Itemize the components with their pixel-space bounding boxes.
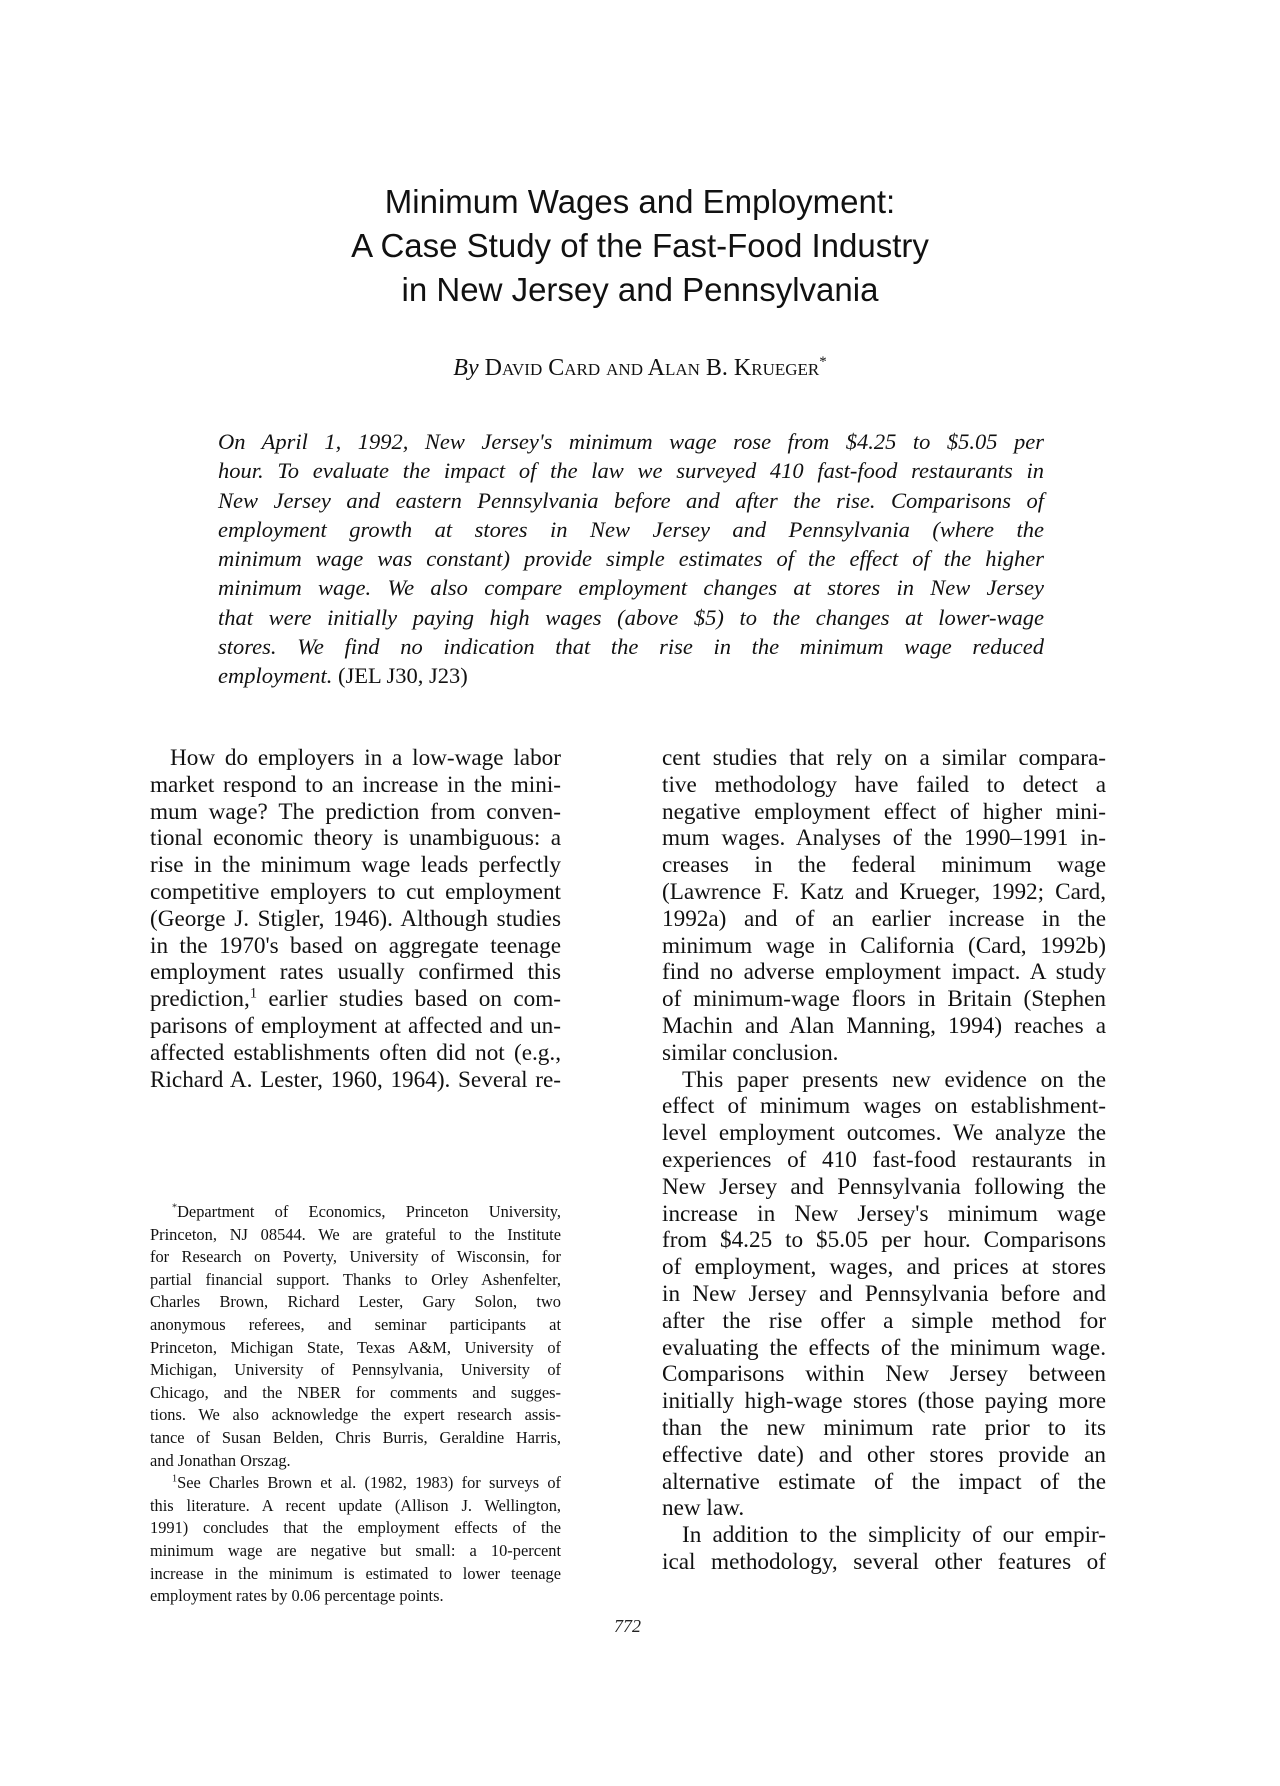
abstract-line: New Jersey and eastern Pennsylvania before and after the rise. Comparisons of: [218, 487, 1044, 513]
footnote-star-line: [150, 1201, 561, 1224]
body-line: ical methodology, several other features of: [662, 1548, 1106, 1575]
page-number: 772: [614, 1616, 641, 1636]
body-line: New Jersey and Pennsylvania following the: [662, 1173, 1106, 1200]
body-line: Richard A. Lester, 1960, 1964). Several re-: [150, 1066, 561, 1093]
footnote-line: minimum wage are negative but small: a 10-percent: [150, 1540, 561, 1560]
body-line: initially high-wage stores (those paying more: [662, 1388, 1106, 1415]
body-line: employment rates usually confirmed this: [150, 959, 561, 986]
body-line: negative employment effect of higher mini-: [662, 798, 1106, 825]
footnote-line: Michigan, University of Pennsylvania, University of: [150, 1360, 561, 1380]
abstract-last-line: [218, 661, 1044, 690]
abstract-line: stores. We find no indication that the rise in the minimum wage reduced: [218, 634, 1044, 660]
body-line: mum wages. Analyses of the 1990–1991 in-: [662, 825, 1106, 852]
abstract-line-text: employment.: [218, 663, 333, 689]
title-line: A Case Study of the Fast-Food Industry: [351, 227, 929, 264]
body-line: This paper presents new evidence on the: [682, 1066, 1106, 1093]
body-line: evaluating the effects of the minimum wage.: [662, 1334, 1106, 1361]
body-line: rise in the minimum wage leads perfectly: [150, 852, 561, 879]
footnote-line: tance of Susan Belden, Chris Burris, Geraldine Harris,: [150, 1427, 561, 1447]
body-line: new law.: [662, 1495, 745, 1522]
footnote-line: Princeton, Michigan State, Texas A&M, University of: [150, 1337, 561, 1357]
abstract-line: that were initially paying high wages (above $5) to the changes at lower-wage: [218, 604, 1044, 630]
title-line: Minimum Wages and Employment:: [384, 183, 896, 220]
footnote-line: Chicago, and the NBER for comments and sugges-: [150, 1382, 561, 1402]
body-line: creases in the federal minimum wage: [662, 852, 1106, 879]
author-byline: [0, 355, 1280, 382]
footnote-one-line: [150, 1472, 561, 1495]
footnote-line: increase in the minimum is estimated to lower teenage: [150, 1563, 561, 1583]
footnote-line: Charles Brown, Richard Lester, Gary Solon, two: [150, 1292, 561, 1312]
body-line: (George J. Stigler, 1946). Although studies: [150, 905, 561, 932]
body-line: than the new minimum rate prior to its: [662, 1414, 1106, 1441]
body-line: experiences of 410 fast-food restaurants in: [662, 1146, 1106, 1173]
byline-prefix: By: [453, 355, 479, 381]
body-line: tive methodology have failed to detect a: [662, 771, 1106, 798]
body-line: alternative estimate of the impact of the: [662, 1468, 1106, 1495]
footnote-line: employment rates by 0.06 percentage points.: [150, 1586, 444, 1606]
body-line: 1992a) and of an earlier increase in the: [662, 905, 1106, 932]
body-column-left: [150, 745, 561, 1093]
footnote-one-marker: 1: [172, 1473, 178, 1485]
abstract-line: employment growth at stores in New Jersey and Pennsylvania (where the: [218, 516, 1044, 542]
abstract-line: minimum wage. We also compare employment changes at stores in New Jersey: [218, 575, 1044, 601]
body-column-right: [662, 745, 1106, 1576]
footnotes: [150, 1201, 561, 1608]
body-line: effective date) and other stores provide an: [662, 1441, 1106, 1468]
footnote-line: Princeton, NJ 08544. We are grateful to the Institute: [150, 1224, 561, 1244]
body-line: effect of minimum wages on establishment-: [662, 1093, 1106, 1120]
abstract-line: hour. To evaluate the impact of the law we surveyed 410 fast-food restaurants in: [218, 458, 1044, 484]
body-line: tional economic theory is unambiguous: a: [150, 825, 561, 852]
body-line: of employment, wages, and prices at stores: [662, 1254, 1106, 1281]
footnote-ref-1[interactable]: 1: [249, 985, 257, 1002]
body-line: increase in New Jersey's minimum wage: [662, 1200, 1106, 1227]
paper-title: [0, 180, 1280, 312]
body-line: (Lawrence F. Katz and Krueger, 1992; Card,: [662, 878, 1106, 905]
body-line: in New Jersey and Pennsylvania before and: [662, 1280, 1106, 1307]
body-line: similar conclusion.: [662, 1039, 839, 1066]
body-line: In addition to the simplicity of our empir-: [682, 1522, 1106, 1549]
jel-codes: (JEL J30, J23): [337, 663, 468, 689]
footnote-line: and Jonathan Orszag.: [150, 1450, 291, 1470]
footnote-line: partial financial support. Thanks to Orley Ashenfelter,: [150, 1269, 561, 1289]
footnote-line: for Research on Poverty, University of Wisconsin, for: [150, 1247, 561, 1267]
body-text: prediction,: [150, 986, 250, 1013]
footnote-text: Department of Economics, Princeton University,: [177, 1202, 561, 1221]
body-line: from $4.25 to $5.05 per hour. Comparisons: [662, 1227, 1106, 1254]
footnote-line: anonymous referees, and seminar participants at: [150, 1314, 561, 1334]
author-footnote-marker: *: [819, 354, 827, 370]
body-line: after the rise offer a simple method for: [662, 1307, 1106, 1334]
body-line: find no adverse employment impact. A study: [662, 959, 1106, 986]
body-line-with-footnote: [150, 986, 561, 1013]
footnote-star-marker: *: [172, 1202, 178, 1214]
body-line: in the 1970's based on aggregate teenage: [150, 932, 561, 959]
footnote-text: See Charles Brown et al. (1982, 1983) for surveys of: [177, 1473, 561, 1493]
footnote-line: this literature. A recent update (Allison J. Wellington,: [150, 1495, 561, 1515]
body-line: cent studies that rely on a similar compara-: [662, 745, 1106, 771]
body-line: Comparisons within New Jersey between: [662, 1361, 1106, 1388]
author-names: David Card and Alan B. Krueger: [484, 355, 820, 381]
body-line: competitive employers to cut employment: [150, 878, 561, 905]
body-line: market respond to an increase in the mini-: [150, 771, 561, 798]
title-line: in New Jersey and Pennsylvania: [401, 271, 879, 308]
body-line: level employment outcomes. We analyze the: [662, 1120, 1106, 1147]
body-line: parisons of employment at affected and un-: [150, 1012, 561, 1039]
body-line: mum wage? The prediction from conven-: [150, 798, 561, 825]
abstract-line: On April 1, 1992, New Jersey's minimum wage rose from $4.25 to $5.05 per: [218, 429, 1044, 454]
body-text: earlier studies based on com-: [257, 986, 561, 1013]
abstract: [218, 427, 1044, 691]
body-line: affected establishments often did not (e.g.,: [150, 1039, 561, 1066]
abstract-line: minimum wage was constant) provide simple estimates of the effect of the higher: [218, 546, 1044, 572]
footnote-line: 1991) concludes that the employment effects of the: [150, 1518, 561, 1538]
body-line: of minimum-wage floors in Britain (Stephen: [662, 986, 1106, 1013]
body-line: Machin and Alan Manning, 1994) reaches a: [662, 1012, 1106, 1039]
body-line: minimum wage in California (Card, 1992b): [662, 932, 1106, 959]
footnote-line: tions. We also acknowledge the expert research assis-: [150, 1405, 561, 1425]
body-line: How do employers in a low-wage labor: [170, 745, 561, 771]
